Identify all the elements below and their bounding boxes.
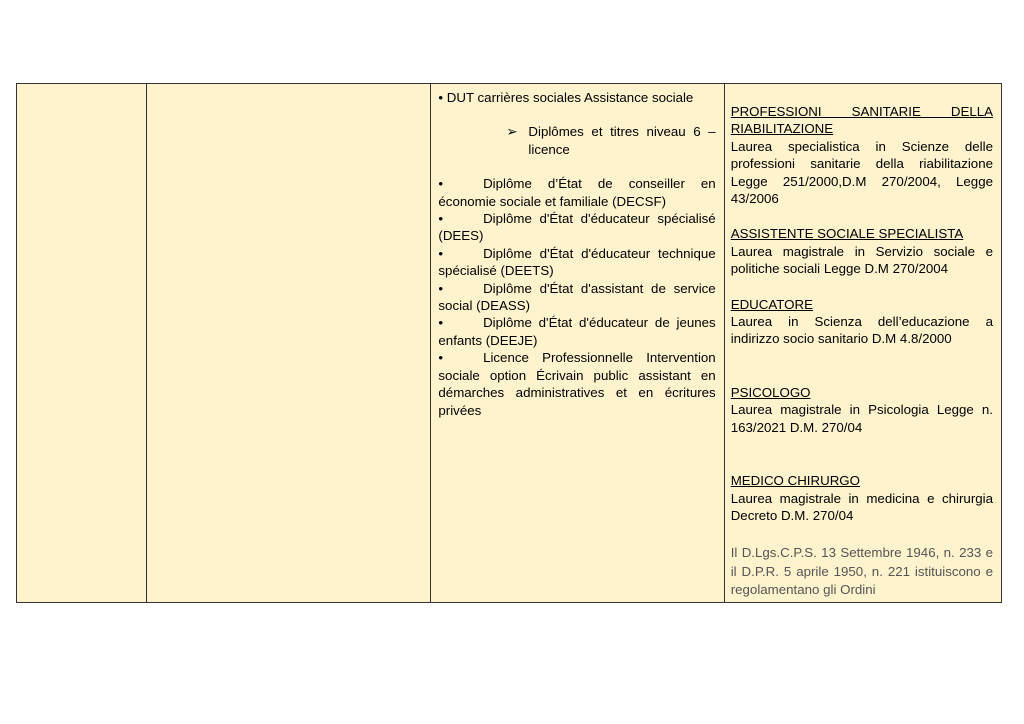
section-text: Laurea in Scienza dell’educazione a indirizzo socio sanitario D.M 4.8/2000 bbox=[730, 314, 993, 347]
section-heading: EDUCATORE bbox=[730, 296, 813, 312]
list-item-text: Licence Professionnelle Intervention sociale option Écrivain public assistant en démarches administratives et en écritures privées bbox=[438, 350, 716, 418]
section-text: Laurea magistrale in Psicologia Legge n. 163/2021 D.M. 270/04 bbox=[730, 402, 993, 435]
list-item-text: Diplôme d'État d'éducateur spécialisé (DEES) bbox=[438, 211, 716, 244]
bullet-icon: • bbox=[438, 280, 444, 296]
list-item bbox=[438, 349, 715, 419]
section-heading: ASSISTENTE SOCIALE SPECIALISTA bbox=[730, 226, 964, 242]
list-item bbox=[438, 280, 715, 315]
document-table bbox=[16, 83, 1002, 603]
bullet-icon: • bbox=[438, 350, 444, 366]
intro-line: • DUT carrières sociales Assistance sociale bbox=[438, 90, 694, 105]
list-item-text: Diplôme d’État de conseiller en économie sociale et familiale (DECSF) bbox=[438, 176, 716, 209]
section-heading: MEDICO CHIRURGO bbox=[730, 473, 860, 489]
list-item bbox=[438, 210, 715, 245]
section-text: Laurea specialistica in Scienze delle professioni sanitarie della riabilitazione Legge 251/2000,D.M 270/2004, Legge 43/2006 bbox=[730, 138, 993, 207]
section-assistente-sociale bbox=[731, 225, 993, 277]
section-psicologo bbox=[731, 384, 993, 436]
section-text: Laurea magistrale in medicina e chirurgia Decreto D.M. 270/04 bbox=[730, 490, 993, 523]
bullet-icon: • bbox=[438, 176, 444, 192]
empty-cell-2 bbox=[147, 84, 431, 603]
list-item-text: Diplôme d'État d'assistant de service social (DEASS) bbox=[438, 280, 716, 314]
section-heading: PROFESSIONI SANITARIE DELLA RIABILITAZIONE bbox=[730, 104, 993, 137]
list-item bbox=[438, 245, 715, 280]
bullet-icon: • bbox=[438, 315, 444, 331]
section-educatore bbox=[731, 296, 993, 348]
italian-professions-cell bbox=[724, 84, 1001, 603]
list-item bbox=[438, 175, 715, 210]
section-riabilitazione bbox=[731, 103, 993, 207]
bullet-icon: • bbox=[438, 245, 444, 261]
table-row bbox=[17, 84, 1002, 603]
sub-heading-text: Diplômes et titres niveau 6 – licence bbox=[528, 124, 716, 157]
section-heading: PSICOLOGO bbox=[730, 384, 811, 400]
bullet-icon: • bbox=[438, 211, 444, 227]
legal-reference-text: Il D.Lgs.C.P.S. 13 Settembre 1946, n. 233 e il D.P.R. 5 aprile 1950, n. 221 istituiscono e regolamentano gli Ordini bbox=[730, 545, 993, 598]
section-text: Laurea magistrale in Servizio sociale e politiche sociali Legge D.M 270/2004 bbox=[730, 243, 993, 277]
sub-heading bbox=[506, 123, 715, 158]
arrow-bullet-icon: ➢ bbox=[506, 124, 518, 140]
empty-cell-1 bbox=[17, 84, 147, 603]
list-item-text: Diplôme d'État d'éducateur technique spécialisé (DEETS) bbox=[438, 245, 716, 279]
list-item-text: Diplôme d'État d'éducateur de jeunes enfants (DEEJE) bbox=[438, 315, 716, 348]
diploma-list bbox=[438, 175, 715, 419]
french-diplomas-cell bbox=[431, 84, 724, 603]
list-item bbox=[438, 314, 715, 349]
section-medico-chirurgo bbox=[731, 472, 993, 524]
